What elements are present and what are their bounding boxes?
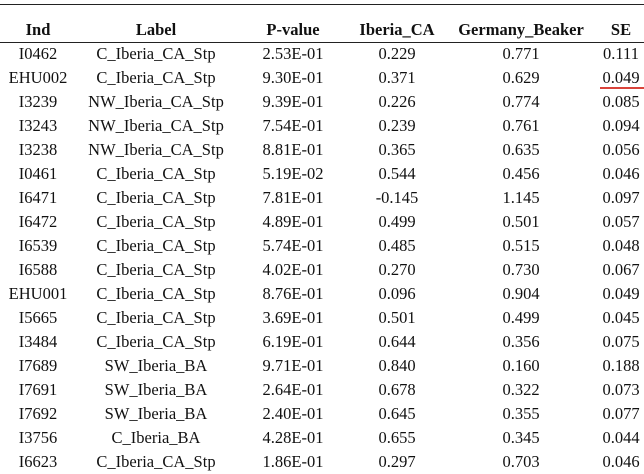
table-row: [0, 378, 644, 402]
cell-ind: I0462: [18, 44, 58, 63]
cell-iberia-ca: 0.499: [378, 212, 416, 231]
cell-ind: I3484: [18, 332, 58, 351]
cell-se: 0.188: [602, 356, 640, 375]
table-body: [0, 42, 644, 474]
table-row: [0, 450, 644, 474]
cell-germany-beaker: 0.629: [502, 68, 540, 87]
cell-label: C_Iberia_CA_Stp: [96, 452, 216, 471]
cell-ind: I7692: [18, 404, 58, 423]
cell-iberia-ca: -0.145: [375, 188, 419, 207]
cell-germany-beaker: 0.356: [502, 332, 540, 351]
cell-se: 0.046: [602, 164, 640, 183]
table-row: [0, 138, 644, 162]
header-se: SE: [610, 20, 632, 39]
cell-iberia-ca: 0.297: [378, 452, 416, 471]
cell-germany-beaker: 0.515: [502, 236, 540, 255]
cell-germany-beaker: 0.355: [502, 404, 540, 423]
cell-iberia-ca: 0.501: [378, 308, 416, 327]
cell-se: [598, 66, 644, 90]
cell-p-value: 2.53E-01: [262, 44, 324, 63]
cell-se: 0.057: [602, 212, 640, 231]
cell-se: 0.044: [602, 428, 640, 447]
cell-label: SW_Iberia_BA: [104, 380, 208, 399]
table-row: [0, 42, 644, 66]
cell-p-value: 3.69E-01: [262, 308, 324, 327]
cell-germany-beaker: 0.345: [502, 428, 540, 447]
cell-se: 0.073: [602, 380, 640, 399]
table-row: [0, 210, 644, 234]
cell-label: C_Iberia_CA_Stp: [96, 44, 216, 63]
cell-iberia-ca: 0.229: [378, 44, 416, 63]
cell-label: C_Iberia_CA_Stp: [96, 188, 216, 207]
table-row: [0, 402, 644, 426]
cell-ind: EHU001: [8, 284, 68, 303]
cell-germany-beaker: 0.774: [502, 92, 540, 111]
cell-se: 0.111: [603, 44, 639, 63]
cell-p-value: 1.86E-01: [262, 452, 324, 471]
header-germany-beaker: Germany_Beaker: [458, 20, 584, 39]
cell-p-value: 9.30E-01: [262, 68, 324, 87]
cell-ind: I5665: [18, 308, 58, 327]
cell-label: C_Iberia_CA_Stp: [96, 332, 216, 351]
cell-label: C_Iberia_CA_Stp: [96, 236, 216, 255]
table-row: [0, 282, 644, 306]
cell-iberia-ca: 0.645: [378, 404, 416, 423]
cell-label: C_Iberia_CA_Stp: [96, 164, 216, 183]
cell-label: C_Iberia_CA_Stp: [96, 260, 216, 279]
table-row: [0, 258, 644, 282]
header-iberia-ca: Iberia_CA: [359, 20, 435, 39]
table-row: [0, 90, 644, 114]
cell-p-value: 7.54E-01: [262, 116, 324, 135]
cell-p-value: 5.74E-01: [262, 236, 324, 255]
cell-ind: I7689: [18, 356, 58, 375]
cell-ind: I3243: [18, 116, 58, 135]
cell-iberia-ca: 0.096: [378, 284, 416, 303]
cell-se: 0.048: [602, 236, 640, 255]
cell-p-value: 5.19E-02: [262, 164, 324, 183]
cell-se: 0.046: [602, 452, 640, 471]
cell-p-value: 4.89E-01: [262, 212, 324, 231]
cell-label: SW_Iberia_BA: [104, 356, 208, 375]
cell-iberia-ca: 0.371: [378, 68, 416, 87]
table-row: [0, 66, 644, 90]
cell-p-value: 4.28E-01: [262, 428, 324, 447]
cell-ind: I6623: [18, 452, 58, 471]
cell-germany-beaker: 0.730: [502, 260, 540, 279]
cell-p-value: 4.02E-01: [262, 260, 324, 279]
cell-se: 0.097: [602, 188, 640, 207]
cell-germany-beaker: 0.501: [502, 212, 540, 231]
top-rule: [0, 4, 644, 5]
cell-germany-beaker: 0.456: [502, 164, 540, 183]
cell-germany-beaker: 1.145: [502, 188, 540, 207]
table-row: [0, 306, 644, 330]
table-row: [0, 186, 644, 210]
cell-ind: I6539: [18, 236, 58, 255]
cell-germany-beaker: 0.761: [502, 116, 540, 135]
cell-iberia-ca: 0.226: [378, 92, 416, 111]
cell-ind: I3239: [18, 92, 58, 111]
cell-ind: I6588: [18, 260, 58, 279]
results-table: [0, 18, 644, 474]
cell-ind: I3238: [18, 140, 58, 159]
cell-se: 0.067: [602, 260, 640, 279]
cell-p-value: 8.81E-01: [262, 140, 324, 159]
cell-se: 0.094: [602, 116, 640, 135]
cell-germany-beaker: 0.703: [502, 452, 540, 471]
cell-ind: I6472: [18, 212, 58, 231]
header-ind: Ind: [25, 20, 51, 39]
cell-se: 0.045: [602, 308, 640, 327]
cell-iberia-ca: 0.840: [378, 356, 416, 375]
cell-iberia-ca: 0.678: [378, 380, 416, 399]
cell-iberia-ca: 0.485: [378, 236, 416, 255]
cell-p-value: 6.19E-01: [262, 332, 324, 351]
cell-ind: EHU002: [8, 68, 68, 87]
cell-p-value: 9.71E-01: [262, 356, 324, 375]
cell-iberia-ca: 0.544: [378, 164, 416, 183]
cell-se: 0.077: [602, 404, 640, 423]
cell-germany-beaker: 0.160: [502, 356, 540, 375]
cell-iberia-ca: 0.239: [378, 116, 416, 135]
cell-germany-beaker: 0.904: [502, 284, 540, 303]
cell-label: C_Iberia_CA_Stp: [96, 68, 216, 87]
cell-p-value: 2.40E-01: [262, 404, 324, 423]
cell-iberia-ca: 0.270: [378, 260, 416, 279]
cell-label: SW_Iberia_BA: [104, 404, 208, 423]
cell-se: 0.049: [602, 284, 640, 303]
cell-label: NW_Iberia_CA_Stp: [88, 140, 224, 159]
cell-se: 0.056: [602, 140, 640, 159]
cell-germany-beaker: 0.771: [502, 44, 540, 63]
cell-iberia-ca: 0.655: [378, 428, 416, 447]
cell-label: C_Iberia_CA_Stp: [96, 284, 216, 303]
cell-ind: I7691: [18, 380, 58, 399]
cell-p-value: 8.76E-01: [262, 284, 324, 303]
header-p-value: P-value: [266, 20, 320, 39]
cell-iberia-ca: 0.365: [378, 140, 416, 159]
cell-ind: I3756: [18, 428, 58, 447]
cell-ind: I0461: [18, 164, 58, 183]
cell-iberia-ca: 0.644: [378, 332, 416, 351]
cell-se: 0.075: [602, 332, 640, 351]
cell-se-value: 0.049: [602, 68, 640, 87]
cell-p-value: 2.64E-01: [262, 380, 324, 399]
cell-label: C_Iberia_CA_Stp: [96, 212, 216, 231]
table-row: [0, 162, 644, 186]
cell-ind: I6471: [18, 188, 58, 207]
highlight-underline: [600, 87, 644, 89]
cell-germany-beaker: 0.635: [502, 140, 540, 159]
cell-label: NW_Iberia_CA_Stp: [88, 116, 224, 135]
table-row: [0, 114, 644, 138]
cell-germany-beaker: 0.499: [502, 308, 540, 327]
table-row: [0, 354, 644, 378]
cell-p-value: 7.81E-01: [262, 188, 324, 207]
table-row: [0, 234, 644, 258]
cell-label: NW_Iberia_CA_Stp: [88, 92, 224, 111]
cell-se: 0.085: [602, 92, 640, 111]
cell-label: C_Iberia_BA: [111, 428, 201, 447]
header-row: [0, 18, 644, 42]
header-label: Label: [135, 20, 177, 39]
cell-germany-beaker: 0.322: [502, 380, 540, 399]
table-row: [0, 330, 644, 354]
cell-p-value: 9.39E-01: [262, 92, 324, 111]
cell-label: C_Iberia_CA_Stp: [96, 308, 216, 327]
table-row: [0, 426, 644, 450]
